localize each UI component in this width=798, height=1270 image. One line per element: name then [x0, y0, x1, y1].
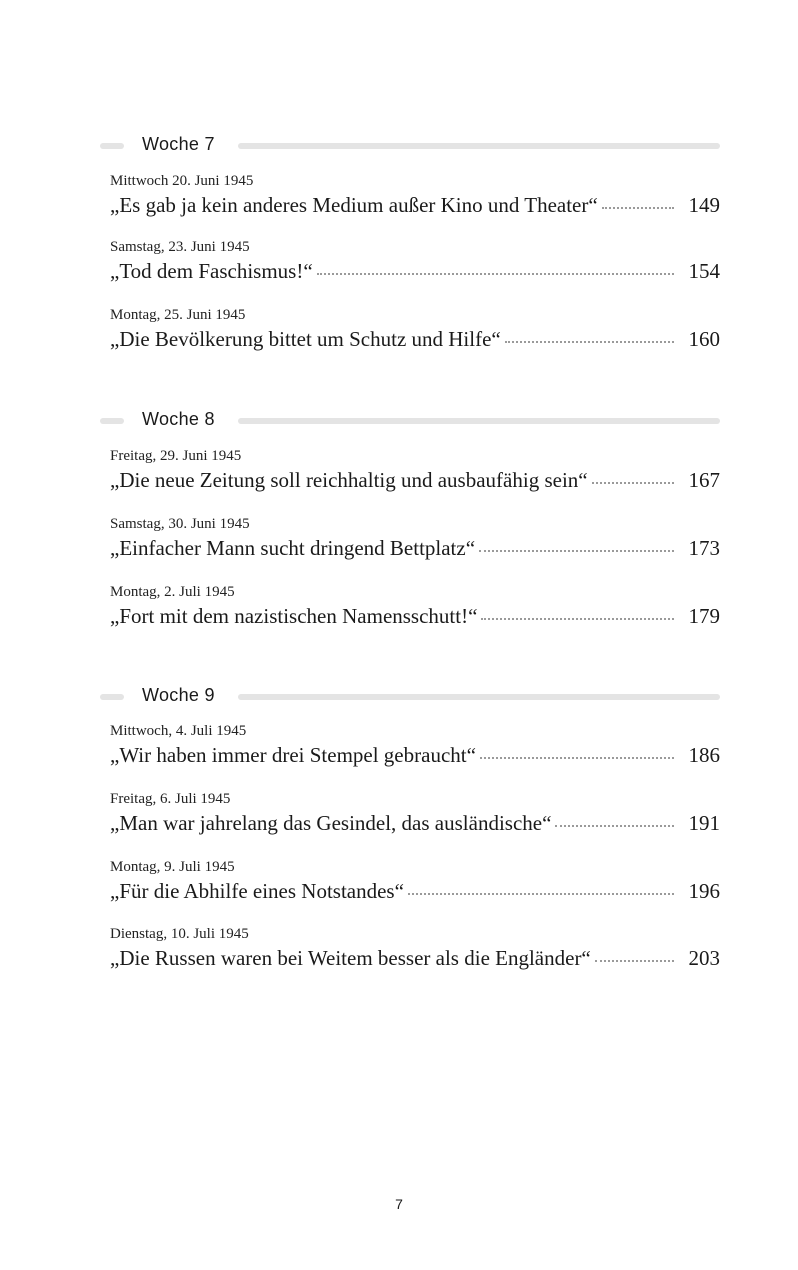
toc-entry[interactable] [110, 790, 720, 836]
entry-date: Freitag, 29. Juni 1945 [110, 448, 242, 464]
entry-title: „Für die Abhilfe eines Notstandes“ [110, 879, 404, 903]
header-bar-right [238, 694, 720, 700]
dot-leader [481, 618, 674, 620]
entry-page-number: 154 [688, 259, 720, 283]
entry-date: Montag, 25. Juni 1945 [110, 307, 246, 323]
entry-title: „Die Russen waren bei Weitem besser als die Engländer“ [110, 946, 591, 970]
entry-page-number: 179 [688, 604, 720, 628]
entry-title: „Man war jahrelang das Gesindel, das ausländische“ [110, 811, 552, 835]
entry-title: „Fort mit dem nazistischen Namensschutt!“ [110, 604, 478, 628]
page-number: 7 [395, 1196, 403, 1212]
week-header [100, 407, 720, 431]
entry-date: Freitag, 6. Juli 1945 [110, 791, 231, 807]
entry-date: Mittwoch, 4. Juli 1945 [110, 723, 247, 739]
entry-date: Samstag, 30. Juni 1945 [110, 516, 250, 532]
entry-title: „Tod dem Faschismus!“ [110, 259, 313, 283]
entry-date: Dienstag, 10. Juli 1945 [110, 926, 249, 942]
toc-entry[interactable] [110, 515, 720, 561]
week-section [100, 132, 720, 351]
toc-entry[interactable] [110, 858, 720, 904]
week-section [100, 407, 720, 628]
entry-title: „Die neue Zeitung soll reichhaltig und ausbaufähig sein“ [110, 468, 588, 492]
dot-leader [592, 482, 674, 484]
entry-page-number: 173 [688, 536, 720, 560]
toc-entry[interactable] [110, 447, 720, 493]
entry-title: „Wir haben immer drei Stempel gebraucht“ [110, 743, 476, 767]
header-bar-right [238, 143, 720, 149]
entry-title: „Die Bevölkerung bittet um Schutz und Hilfe“ [110, 327, 501, 351]
entry-title: „Einfacher Mann sucht dringend Bettplatz“ [110, 536, 476, 560]
dot-leader [595, 960, 674, 962]
toc-entry[interactable] [110, 925, 720, 971]
header-bar-right [238, 418, 720, 424]
header-bar-left [100, 694, 124, 700]
dot-leader [479, 550, 674, 552]
header-bar-left [100, 418, 124, 424]
toc-entry[interactable] [110, 172, 720, 218]
week-title: Woche 8 [142, 409, 215, 429]
dot-leader [505, 341, 674, 343]
week-section [100, 683, 720, 970]
entry-title: „Es gab ja kein anderes Medium außer Kino und Theater“ [110, 193, 598, 217]
toc-entry[interactable] [110, 306, 720, 352]
week-title: Woche 9 [142, 685, 215, 705]
dot-leader [480, 757, 674, 759]
dot-leader [317, 273, 674, 275]
entry-page-number: 203 [688, 946, 720, 970]
entry-date: Montag, 2. Juli 1945 [110, 584, 235, 600]
entry-page-number: 149 [688, 193, 720, 217]
header-bar-left [100, 143, 124, 149]
dot-leader [602, 207, 674, 209]
toc-entry[interactable] [110, 583, 720, 629]
toc-entry[interactable] [110, 238, 720, 284]
toc-entry[interactable] [110, 722, 720, 768]
entry-page-number: 196 [688, 879, 720, 903]
week-title: Woche 7 [142, 134, 215, 154]
entry-date: Samstag, 23. Juni 1945 [110, 239, 250, 255]
entry-page-number: 160 [688, 327, 720, 351]
dot-leader [408, 893, 674, 895]
entry-date: Mittwoch 20. Juni 1945 [110, 173, 254, 189]
entry-date: Montag, 9. Juli 1945 [110, 859, 235, 875]
week-header [100, 132, 720, 156]
dot-leader [555, 825, 674, 827]
entry-page-number: 186 [688, 743, 720, 767]
entry-page-number: 191 [688, 811, 720, 835]
entry-page-number: 167 [688, 468, 720, 492]
week-header [100, 683, 720, 707]
